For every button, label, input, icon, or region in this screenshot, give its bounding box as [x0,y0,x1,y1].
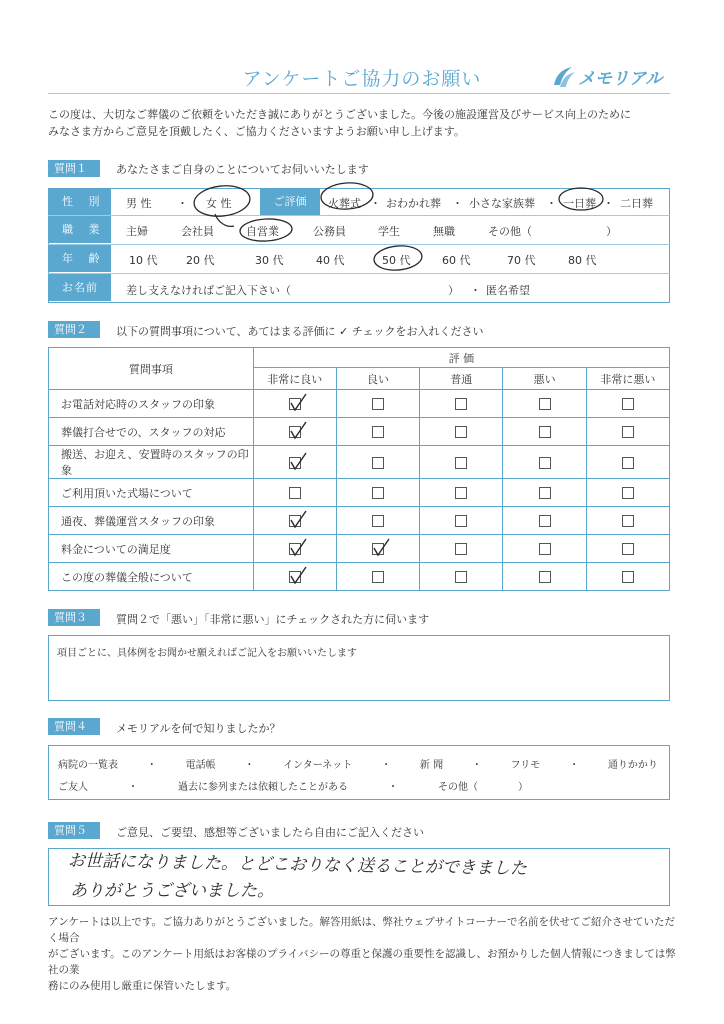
source-option[interactable]: 通りかかり [607,760,658,771]
rating-checkbox[interactable] [622,398,634,410]
rating-checkbox[interactable] [289,457,301,469]
check-mark-icon [289,536,309,558]
q4-question: メモリアルを何で知りましたか？ [116,722,281,735]
question-item-label: 葬儀打合せでの、スタッフの対応 [49,418,254,446]
rating-checkbox[interactable] [372,487,384,499]
rating-checkbox[interactable] [455,515,467,527]
rating-checkbox[interactable] [289,398,301,410]
rating-cell [420,563,503,591]
q5-tag: 質問５ [48,822,100,839]
job-option-employee[interactable]: 会社員 [181,225,214,238]
rating-cell [420,418,503,446]
rating-cell [336,479,419,507]
job-other-close: ） [606,225,617,238]
separator-dot: ・ [146,760,157,771]
separator-dot: ・ [244,760,255,771]
rating-checkbox[interactable] [455,426,467,438]
rating-cell [503,390,586,418]
rating-checkbox[interactable] [455,543,467,555]
table-row [49,507,670,535]
evaluation-table [48,347,670,591]
check-mark-icon [289,419,309,441]
source-option[interactable]: 過去に参列または依頼したことがある [178,782,348,793]
table-row [49,418,670,446]
intro-line-2: みなさま方からご意見を頂戴したく、ご協力くださいますようお願い申し上げます。 [48,125,465,138]
rating-cell [586,418,669,446]
rating-cell [586,446,669,479]
q4-options-line-1 [58,756,658,771]
footer-note [48,914,678,994]
table-row [49,479,670,507]
rating-column-header: 非常に悪い [586,368,669,390]
rating-cell [336,563,419,591]
separator-dot: ・ [370,197,381,210]
rating-cell [503,535,586,563]
source-option[interactable]: インターネット [283,760,353,771]
q5-answer-line-1: お世話になりました。とどこおりなく送ることができました [67,850,528,880]
rating-cell [253,390,336,418]
source-option[interactable]: 電話帳 [185,760,216,771]
age-option-10s[interactable]: 10 代 [129,254,158,267]
plan-label: ご評価 [260,188,320,215]
rating-cell [503,418,586,446]
q4-tag: 質問４ [48,718,100,735]
job-option-other[interactable]: その他（ [488,225,532,238]
table-row [49,446,670,479]
rating-checkbox[interactable] [539,426,551,438]
plan-option-futsukasou[interactable]: 二日葬 [620,197,653,210]
q4-options-line-2 [58,778,528,793]
q5-answer-line-2: ありがとうございました。 [70,881,274,901]
plan-option-kasoushiki[interactable]: 火葬式 [328,197,361,210]
question-item-label: 搬送、お迎え、安置時のスタッフの印象 [49,446,254,479]
rating-checkbox[interactable] [289,571,301,583]
rating-cell [420,390,503,418]
rating-cell [336,535,419,563]
separator-dot: ・ [569,760,580,771]
question-item-label: この度の葬儀全般について [49,563,254,591]
rating-cell [253,479,336,507]
rating-checkbox[interactable] [622,457,634,469]
rating-cell [336,507,419,535]
age-option-70s[interactable]: 70 代 [507,254,536,267]
rating-cell [420,507,503,535]
q1-question: あなたさまご自身のことについてお伺いいたします [116,163,369,176]
rating-checkbox[interactable] [372,571,384,583]
job-option-civil-servant[interactable]: 公務員 [313,225,346,238]
check-mark-icon [289,564,309,586]
job-label: 職 業 [48,216,111,243]
table-row [49,390,670,418]
rating-cell [253,418,336,446]
rating-checkbox[interactable] [622,487,634,499]
rating-cell [586,479,669,507]
rating-cell [336,446,419,479]
header-rating: 評 価 [253,348,669,368]
check-mark-icon [289,450,309,472]
rating-cell [503,507,586,535]
rating-cell [420,479,503,507]
intro-line-1: この度は、大切なご葬儀のご依頼をいただき誠にありがとうございました。今後の施設運営及びサービス向上のために [48,108,631,121]
age-option-20s[interactable]: 20 代 [186,254,215,267]
header-item: 質問事項 [49,348,254,390]
job-option-student[interactable]: 学生 [378,225,400,238]
footer-line-1: アンケートは以上です。ご協力ありがとうございました。解答用紙は、弊社ウェブサイトコーナーで名前を伏せてご紹介させていただく場合 [48,916,675,944]
footer-line-3: 務にのみ使用し厳重に保管いたします。 [48,980,237,992]
rating-cell [420,535,503,563]
q1-tag: 質問１ [48,160,100,177]
plan-option-ichinichisou[interactable]: 一日葬 [563,197,596,210]
plan-option-owakaresou[interactable]: おわかれ葬 [386,197,441,210]
anonymous-option[interactable]: 匿名希望 [486,284,530,297]
separator-dot: ・ [471,760,482,771]
rating-checkbox[interactable] [622,515,634,527]
rating-checkbox[interactable] [289,543,301,555]
question-item-label: ご利用頂いた式場について [49,479,254,507]
rating-checkbox[interactable] [539,571,551,583]
rating-checkbox[interactable] [289,426,301,438]
rating-cell [253,535,336,563]
check-mark-icon [289,508,309,530]
separator-dot: ・ [381,760,392,771]
age-option-30s[interactable]: 30 代 [255,254,284,267]
rating-checkbox[interactable] [455,571,467,583]
logo-text: メモリアル [578,69,663,89]
rating-column-header: 普通 [420,368,503,390]
check-mark-icon [289,391,309,413]
separator-dot: ・ [546,197,557,210]
q3-tag: 質問３ [48,609,100,626]
rating-cell [503,563,586,591]
age-option-80s[interactable]: 80 代 [568,254,597,267]
footer-line-2: がございます。このアンケート用紙はお客様のプライバシーの尊重と保護の重要性を認識し、お預かりした個人情報につきましては弊社の業 [48,948,676,976]
q3-answer-box[interactable] [48,635,670,701]
rating-cell [586,390,669,418]
source-option[interactable]: その他（ [438,782,478,793]
source-option[interactable]: 病院の一覧表 [58,760,118,771]
rating-checkbox[interactable] [622,571,634,583]
rating-checkbox[interactable] [289,487,301,499]
separator-dot: ・ [452,197,463,210]
rating-checkbox[interactable] [622,426,634,438]
q3-instruction: 項目ごとに、具体例をお聞かせ願えればご記入をお願いいたします [57,648,357,659]
rating-checkbox[interactable] [455,487,467,499]
rating-cell [586,507,669,535]
rating-cell [253,563,336,591]
job-option-self-employed[interactable]: 自営業 [246,225,279,238]
plan-option-kazokusou[interactable]: 小さな家族葬 [469,197,535,210]
q2-tag: 質問２ [48,321,100,338]
rating-checkbox[interactable] [539,457,551,469]
rating-checkbox[interactable] [372,426,384,438]
separator-dot: ・ [470,284,481,297]
q2-question: 以下の質問事項について、あてはまる評価に ✓ チェックをお入れください [116,325,484,338]
table-row [49,535,670,563]
gender-female-option[interactable]: 女 性 [206,197,232,210]
rating-checkbox[interactable] [372,457,384,469]
rating-cell [586,535,669,563]
source-option[interactable]: ご友人 [58,782,88,793]
name-label: お名前 [48,274,111,301]
rating-checkbox[interactable] [539,543,551,555]
separator-dot: ・ [128,782,138,793]
separator-dot: ・ [603,197,614,210]
separator-dot: ・ [388,782,398,793]
age-option-60s[interactable]: 60 代 [442,254,471,267]
question-item-label: 料金についての満足度 [49,535,254,563]
gender-male-option[interactable]: 男 性 [126,197,152,210]
rating-checkbox[interactable] [622,543,634,555]
age-option-50s[interactable]: 50 代 [382,254,411,267]
name-instruction: 差し支えなければご記入下さい（ [126,284,291,297]
rating-column-header: 非常に良い [253,368,336,390]
check-mark-icon [372,536,392,558]
gender-label: 性 別 [48,188,111,215]
rating-checkbox[interactable] [455,398,467,410]
rating-checkbox[interactable] [539,515,551,527]
question-item-label: お電話対応時のスタッフの印象 [49,390,254,418]
job-option-unemployed[interactable]: 無職 [433,225,455,238]
separator-dot: ・ [177,197,188,210]
q5-question: ご意見、ご要望、感想等ございましたら自由にご記入ください [116,826,424,839]
rating-checkbox[interactable] [372,398,384,410]
rating-cell [503,446,586,479]
job-option-housewife[interactable]: 主婦 [126,225,148,238]
rating-cell [503,479,586,507]
q3-question: 質問２で「悪い」「非常に悪い」にチェックされた方に伺います [116,613,430,626]
rating-cell [253,446,336,479]
page-title: アンケートご協力のお願い [242,68,482,90]
rating-cell [336,418,419,446]
rating-column-header: 悪い [503,368,586,390]
table-row [49,563,670,591]
rating-checkbox[interactable] [539,487,551,499]
rating-cell [586,563,669,591]
rating-column-header: 良い [336,368,419,390]
source-option[interactable]: 新 聞 [419,760,444,771]
rating-cell [336,390,419,418]
rating-cell [420,446,503,479]
rating-checkbox[interactable] [539,398,551,410]
question-item-label: 通夜、葬儀運営スタッフの印象 [49,507,254,535]
rating-checkbox[interactable] [372,515,384,527]
rating-cell [253,507,336,535]
age-label: 年 齢 [48,245,111,272]
age-option-40s[interactable]: 40 代 [316,254,345,267]
rating-checkbox[interactable] [289,515,301,527]
source-option[interactable]: フリモ [510,760,541,771]
source-option[interactable]: ） [518,782,528,793]
rating-checkbox[interactable] [455,457,467,469]
name-field-close: ） [448,284,459,297]
rating-checkbox[interactable] [372,543,384,555]
